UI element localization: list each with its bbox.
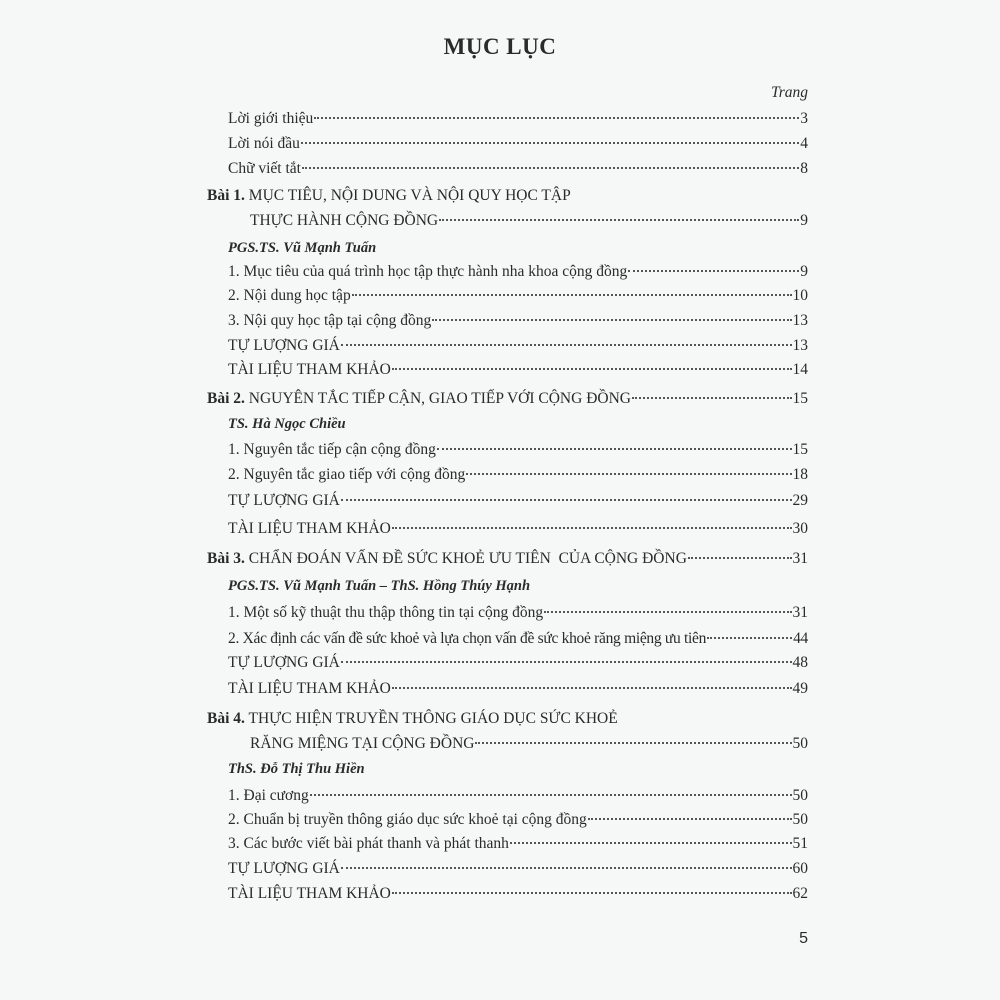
- leader-dots: [392, 527, 792, 529]
- leader-dots: [439, 219, 799, 221]
- page-title: MỤC LỤC: [443, 34, 557, 59]
- leader-dots: [432, 319, 791, 321]
- leader-dots: [341, 499, 792, 501]
- entry-label: TÀI LIỆU THAM KHẢO: [228, 520, 391, 537]
- entry-label: 2. Xác định các vấn đề sức khoẻ và lựa chọn vấn đề sức khoẻ răng miệng ưu tiên: [228, 630, 707, 647]
- lesson-author: PGS.TS. Vũ Mạnh Tuấn – ThS. Hồng Thúy Hạnh: [228, 578, 531, 594]
- entry-page: 9: [800, 263, 808, 280]
- leader-dots: [392, 368, 792, 370]
- entry-page: 15: [792, 441, 808, 458]
- leader-dots: [341, 344, 792, 346]
- toc-entry[interactable]: [228, 492, 808, 514]
- leader-dots: [341, 661, 792, 663]
- entry-label: TỰ LƯỢNG GIÁ: [228, 492, 340, 509]
- entry-page: 8: [800, 160, 808, 177]
- lesson-heading[interactable]: [207, 710, 618, 728]
- page-number: 5: [799, 930, 808, 947]
- entry-label: 1. Đại cương: [228, 787, 309, 804]
- entry-page: 49: [792, 680, 808, 697]
- leader-dots: [688, 557, 792, 559]
- leader-dots: [588, 818, 792, 820]
- entry-label: 3. Nội quy học tập tại cộng đồng: [228, 312, 432, 329]
- entry-label: 1. Một số kỹ thuật thu thập thông tin tại cộng đồng: [228, 604, 544, 621]
- lesson-title: MỤC TIÊU, NỘI DUNG VÀ NỘI QUY HỌC TẬP: [248, 187, 571, 204]
- toc-entry[interactable]: [250, 212, 808, 234]
- entry-page: 51: [792, 835, 808, 852]
- lesson-heading: [207, 390, 631, 408]
- entry-page: 4: [800, 135, 808, 152]
- entry-page: 3: [800, 110, 808, 127]
- entry-page: 62: [792, 885, 808, 902]
- toc-entry[interactable]: [228, 787, 808, 809]
- entry-page: 50: [792, 787, 808, 804]
- entry-label: TÀI LIỆU THAM KHẢO: [228, 885, 391, 902]
- leader-dots: [302, 167, 799, 169]
- toc-entry[interactable]: [228, 860, 808, 882]
- entry-label: TỰ LƯỢNG GIÁ: [228, 337, 340, 354]
- leader-dots: [392, 687, 792, 689]
- toc-entry[interactable]: [228, 885, 808, 907]
- leader-dots: [301, 142, 799, 144]
- entry-page: 18: [792, 466, 808, 483]
- leader-dots: [632, 397, 792, 399]
- leader-dots: [628, 270, 799, 272]
- toc-entry[interactable]: [228, 466, 808, 488]
- entry-page: 60: [792, 860, 808, 877]
- toc-entry[interactable]: [250, 735, 808, 757]
- lesson-heading[interactable]: [207, 187, 571, 205]
- leader-dots: [310, 794, 792, 796]
- toc-entry[interactable]: [228, 441, 808, 463]
- leader-dots: [544, 611, 791, 613]
- lesson-author: TS. Hà Ngọc Chiều: [228, 416, 346, 432]
- entry-label: 2. Chuẩn bị truyền thông giáo dục sức khoẻ tại cộng đồng: [228, 811, 587, 828]
- lesson-title: THỰC HIỆN TRUYỀN THÔNG GIÁO DỤC SỨC KHOẺ: [248, 710, 618, 727]
- entry-page: 44: [793, 630, 808, 647]
- toc-entry[interactable]: [228, 135, 808, 157]
- toc-entry[interactable]: [228, 654, 808, 676]
- toc-entry[interactable]: [228, 630, 808, 652]
- entry-label: TÀI LIỆU THAM KHẢO: [228, 361, 391, 378]
- entry-page: 31: [792, 550, 808, 567]
- lesson-prefix: Bài 4.: [207, 710, 245, 727]
- entry-label: Lời giới thiệu: [228, 110, 314, 127]
- entry-label: Lời nói đầu: [228, 135, 300, 152]
- toc-entry[interactable]: [207, 390, 808, 412]
- toc-entry[interactable]: [228, 263, 808, 285]
- entry-page: 48: [792, 654, 808, 671]
- leader-dots: [352, 294, 792, 296]
- entry-page: 13: [792, 337, 808, 354]
- lesson-prefix: Bài 1.: [207, 187, 245, 204]
- toc-entry[interactable]: [207, 550, 808, 572]
- entry-page: 13: [792, 312, 808, 329]
- leader-dots: [475, 742, 791, 744]
- entry-page: 50: [792, 811, 808, 828]
- entry-label: 3. Các bước viết bài phát thanh và phát thanh: [228, 835, 509, 852]
- entry-label: TỰ LƯỢNG GIÁ: [228, 654, 340, 671]
- toc-entry[interactable]: [228, 110, 808, 132]
- lesson-author: ThS. Đỗ Thị Thu Hiền: [228, 761, 365, 777]
- entry-label: 1. Mục tiêu của quá trình học tập thực hành nha khoa cộng đồng: [228, 263, 628, 280]
- entry-page: 30: [792, 520, 808, 537]
- entry-page: 29: [792, 492, 808, 509]
- leader-dots: [510, 842, 792, 844]
- leader-dots: [437, 448, 792, 450]
- toc-entry[interactable]: [228, 287, 808, 309]
- leader-dots: [314, 117, 799, 119]
- entry-page: 9: [800, 212, 808, 229]
- leader-dots: [341, 867, 792, 869]
- lesson-heading: [207, 550, 687, 568]
- entry-label: 2. Nguyên tắc giao tiếp với cộng đồng: [228, 466, 466, 483]
- entry-page: 31: [792, 604, 808, 621]
- toc-entry[interactable]: [228, 680, 808, 702]
- page-column-label: Trang: [770, 84, 808, 101]
- lesson-title-cont: THỰC HÀNH CỘNG ĐỒNG: [250, 212, 439, 229]
- lesson-title: NGUYÊN TẮC TIẾP CẬN, GIAO TIẾP VỚI CỘNG ĐỒNG: [248, 390, 631, 407]
- entry-label: TÀI LIỆU THAM KHẢO: [228, 680, 391, 697]
- entry-page: 50: [792, 735, 808, 752]
- toc-entry[interactable]: [228, 835, 808, 857]
- leader-dots: [707, 637, 792, 639]
- toc-entry[interactable]: [228, 811, 808, 833]
- leader-dots: [392, 892, 792, 894]
- lesson-prefix: Bài 3.: [207, 550, 245, 567]
- entry-label: 1. Nguyên tắc tiếp cận cộng đồng: [228, 441, 436, 458]
- entry-label: Chữ viết tắt: [228, 160, 301, 177]
- entry-page: 15: [792, 390, 808, 407]
- entry-page: 14: [792, 361, 808, 378]
- toc-entry[interactable]: [228, 312, 808, 334]
- toc-entry[interactable]: [228, 361, 808, 383]
- lesson-prefix: Bài 2.: [207, 390, 245, 407]
- entry-page: 10: [792, 287, 808, 304]
- lesson-title-cont: RĂNG MIỆNG TẠI CỘNG ĐỒNG: [250, 735, 475, 752]
- lesson-author: PGS.TS. Vũ Mạnh Tuấn: [228, 240, 377, 256]
- toc-entry[interactable]: [228, 604, 808, 626]
- entry-label: 2. Nội dung học tập: [228, 287, 351, 304]
- entry-label: TỰ LƯỢNG GIÁ: [228, 860, 340, 877]
- toc-entry[interactable]: [228, 160, 808, 182]
- toc-entry[interactable]: [228, 337, 808, 359]
- toc-entry[interactable]: [228, 520, 808, 542]
- leader-dots: [466, 473, 791, 475]
- lesson-title: CHẨN ĐOÁN VẤN ĐỀ SỨC KHOẺ ƯU TIÊN CỦA CỘNG ĐỒNG: [248, 550, 687, 567]
